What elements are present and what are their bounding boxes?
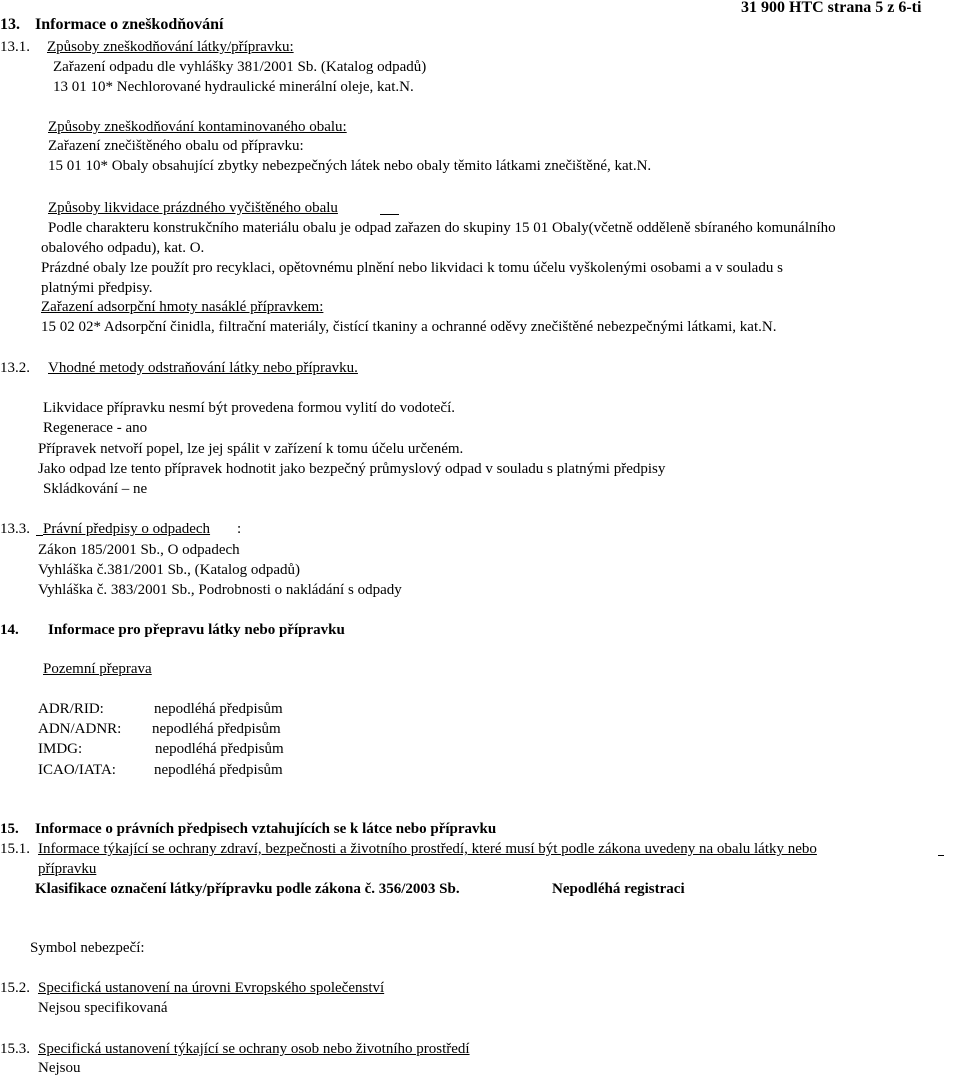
transport-label-icao: ICAO/IATA: (38, 762, 116, 778)
transport-label-imdg: IMDG: (38, 741, 83, 757)
packaging-disposal-title: Způsoby zneškodňování kontaminovaného obalu: (48, 119, 347, 135)
disposal-line-4: Jako odpad lze tento přípravek hodnotit jako bezpečný průmyslový odpad v souladu s platnými předpisy (38, 461, 666, 477)
waste-classification-line: Zařazení odpadu dle vyhlášky 381/2001 Sb. (Katalog odpadů) (53, 59, 427, 75)
section-13-3-colon: : (237, 521, 242, 537)
section-13-3-underline-lead (36, 535, 43, 536)
classification-text: Klasifikace označení látky/přípravku podle zákona č. 356/2003 Sb. (35, 881, 460, 897)
packaging-classification-line: Zařazení znečištěného obalu od přípravku: (48, 138, 304, 154)
section-15-3-number: 15.3. (0, 1041, 30, 1057)
waste-code-line: 13 01 10* Nechlorované hydraulické minerální oleje, kat.N. (53, 79, 414, 95)
disposal-line-3: Přípravek netvoří popel, lze jej spálit v zařízení k tomu účelu určeném. (38, 441, 464, 457)
registration-status: Nepodléhá registraci (552, 881, 685, 897)
hazard-symbol-label: Symbol nebezpečí: (30, 940, 145, 956)
transport-value-adn: nepodléhá předpisům (152, 721, 281, 737)
section-15-title: Informace o právních předpisech vztahujících se k látce nebo přípravku (35, 821, 497, 837)
section-15-3-value: Nejsou (38, 1060, 81, 1076)
section-13-number: 13. (0, 16, 20, 33)
disposal-line-5: Skládkování – ne (43, 481, 148, 497)
packaging-code-line: 15 01 10* Obaly obsahující zbytky nebezpečných látek nebo obaly těmito látkami znečištěné, kat.N. (48, 158, 652, 174)
section-13-1-title: Způsoby zneškodňování látky/přípravku: (47, 39, 294, 55)
section-13-2-title: Vhodné metody odstraňování látky nebo přípravku. (48, 360, 358, 376)
section-15-2-number: 15.2. (0, 980, 30, 996)
law-3: Vyhláška č. 383/2001 Sb., Podrobnosti o nakládání s odpady (38, 582, 402, 598)
empty-packaging-line-1: Podle charakteru konstrukčního materiálu obalu je odpad zařazen do skupiny 15 01 Obaly(včetně odděleně sbíraného komunálního (48, 220, 836, 236)
absorbent-code-line: 15 02 02* Adsorpční činidla, filtrační materiály, čistící tkaniny a ochranné oděvy znečištěné nebezpečnými látkami, kat.N. (41, 319, 777, 335)
disposal-line-2: Regenerace - ano (43, 420, 148, 436)
title-underline-extension (380, 214, 399, 215)
law-1: Zákon 185/2001 Sb., O odpadech (38, 542, 240, 558)
section-13-title: Informace o zneškodňování (35, 16, 224, 33)
section-14-title: Informace pro přepravu látky nebo přípravku (48, 622, 345, 638)
section-15-3-title: Specifická ustanovení týkající se ochrany osob nebo životního prostředí (38, 1041, 470, 1057)
page-info: 31 900 HTC strana 5 z 6-ti (741, 0, 922, 16)
section-15-1-title-line-2: přípravku (38, 861, 97, 877)
section-15-number: 15. (0, 821, 19, 837)
empty-packaging-title: Způsoby likvidace prázdného vyčištěného obalu (48, 200, 338, 216)
empty-packaging-line-4: platnými předpisy. (41, 280, 153, 296)
transport-value-icao: nepodléhá předpisům (154, 762, 283, 778)
land-transport-title: Pozemní přeprava (43, 661, 152, 677)
section-15-1-number: 15.1. (0, 841, 30, 857)
section-13-3-number: 13.3. (0, 521, 30, 537)
transport-value-imdg: nepodléhá předpisům (155, 741, 284, 757)
absorbent-title: Zařazení adsorpční hmoty nasáklé přípravkem: (41, 299, 324, 315)
section-13-2-number: 13.2. (0, 360, 30, 376)
transport-value-adr: nepodléhá předpisům (154, 701, 283, 717)
section-15-2-value: Nejsou specifikovaná (38, 1000, 168, 1016)
law-2: Vyhláška č.381/2001 Sb., (Katalog odpadů) (38, 562, 301, 578)
disposal-line-1: Likvidace přípravku nesmí být provedena formou vylití do vodotečí. (43, 400, 455, 416)
section-14-number: 14. (0, 622, 19, 638)
section-15-1-title-line-1: Informace týkající se ochrany zdraví, bezpečnosti a životního prostředí, které musí být podle zákona uvedeny na obalu látky nebo (38, 841, 817, 857)
section-15-1-underline-tail (938, 855, 944, 856)
section-13-3-title: Právní předpisy o odpadech (43, 521, 211, 537)
transport-label-adr: ADR/RID: (38, 701, 104, 717)
section-13-1-number: 13.1. (0, 39, 30, 55)
section-15-2-title: Specifická ustanovení na úrovni Evropského společenství (38, 980, 385, 996)
empty-packaging-line-2: obalového odpadu), kat. O. (41, 240, 205, 256)
transport-label-adn: ADN/ADNR: (38, 721, 122, 737)
empty-packaging-line-3: Prázdné obaly lze použít pro recyklaci, opětovnému plnění nebo likvidaci k tomu účelu vyškolenými osobami a v souladu s (41, 260, 783, 276)
